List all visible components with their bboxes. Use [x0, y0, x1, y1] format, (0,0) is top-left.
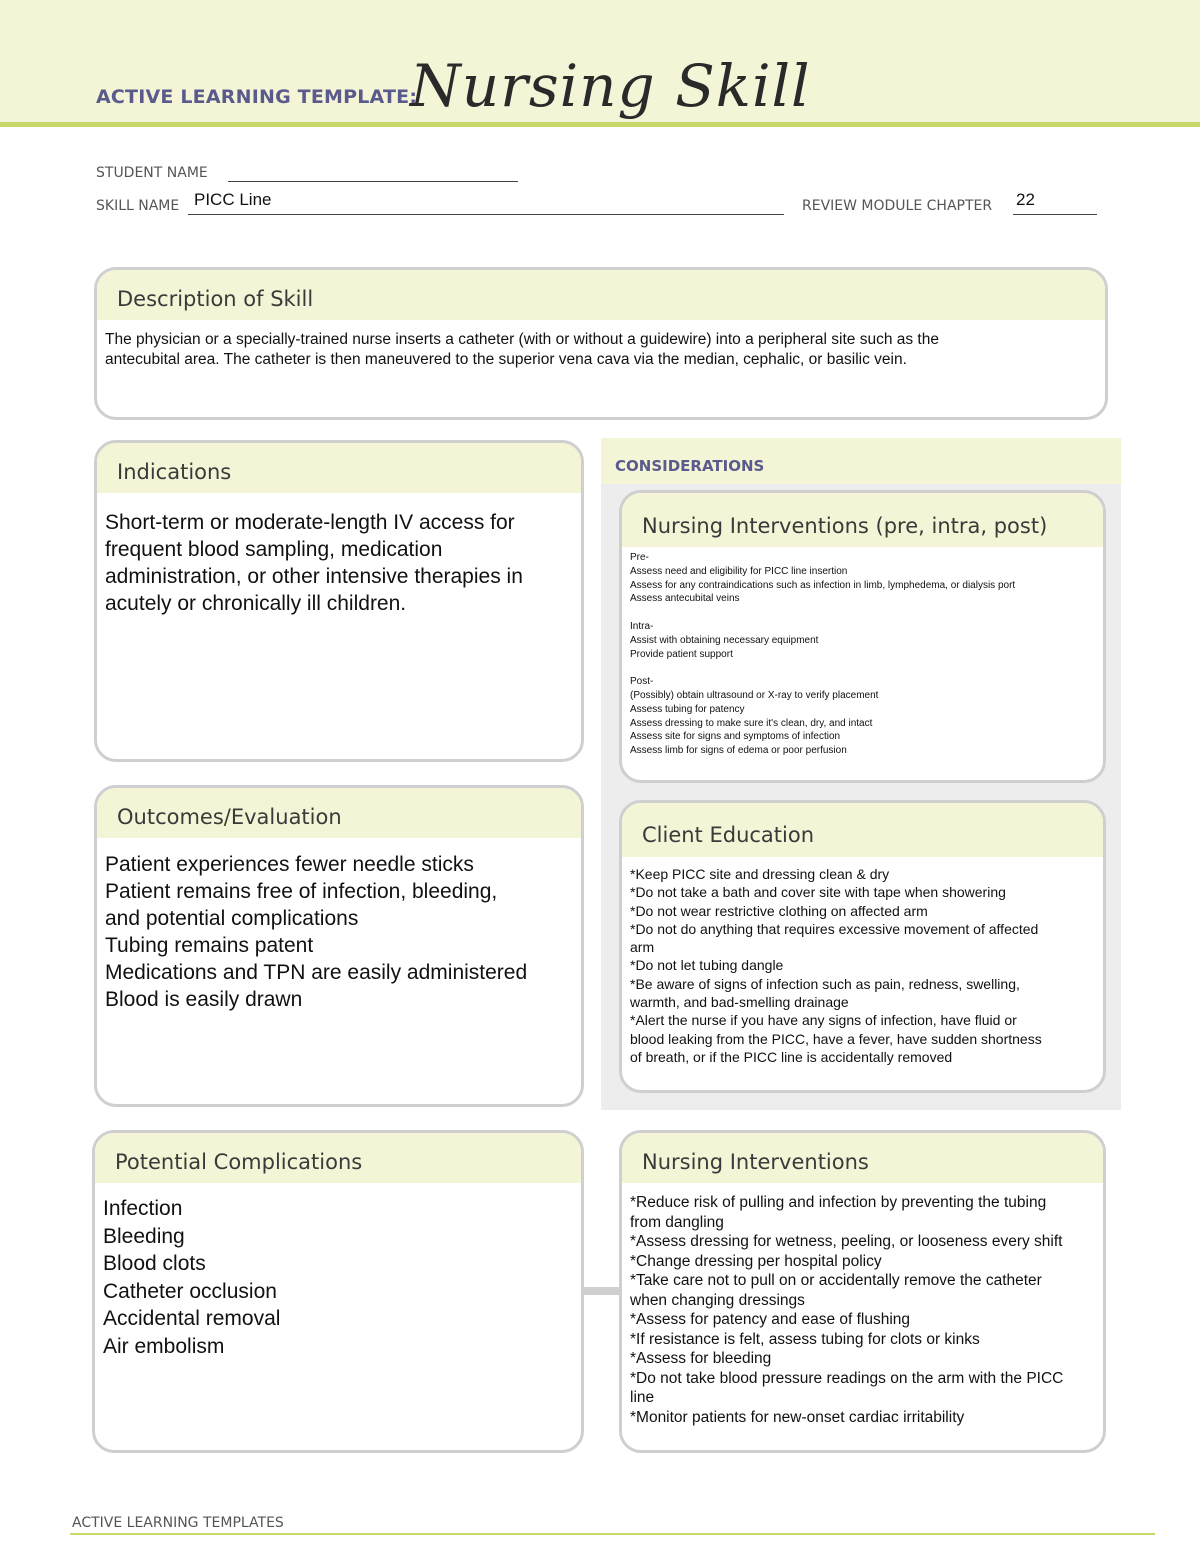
intervention-line: from dangling [630, 1213, 724, 1231]
indications-line: Short-term or moderate-length IV access for [105, 511, 515, 534]
indications-title: Indications [97, 443, 581, 495]
complications-line: Air embolism [103, 1334, 225, 1358]
footer-label: ACTIVE LEARNING TEMPLATES [72, 1515, 284, 1531]
intervention-line: *Assess dressing for wetness, peeling, or looseness every shift [630, 1233, 1063, 1250]
client-education-box [619, 800, 1106, 1093]
skill-name-field[interactable] [188, 214, 784, 215]
indications-line: administration, or other intensive therapies in [105, 565, 523, 588]
indications-line: frequent blood sampling, medication [105, 538, 443, 561]
outcomes-body [97, 840, 581, 1013]
phase-spacer [630, 606, 1095, 620]
phase-line: Post- [630, 676, 654, 688]
skill-name-label: SKILL NAME [96, 198, 180, 214]
student-name-field[interactable] [228, 181, 518, 182]
phase-line: Assess site for signs and symptoms of infection [630, 731, 841, 743]
intervention-line: *Monitor patients for new-onset cardiac irritability [630, 1408, 965, 1426]
considerations-label: CONSIDERATIONS [615, 457, 765, 475]
phase-line: Assess dressing to make sure it's clean, dry, and intact [630, 717, 873, 729]
page-title: Nursing Skill [410, 52, 811, 120]
complications-line: Bleeding [103, 1224, 185, 1248]
review-module-field[interactable] [1013, 214, 1097, 215]
complications-line: Blood clots [103, 1252, 206, 1275]
education-line: blood leaking from the PICC, have a fever, have sudden shortness [630, 1030, 1042, 1047]
nursing-interventions-title: Nursing Interventions [622, 1133, 1103, 1185]
education-line: arm [630, 939, 655, 956]
intervention-line: *Reduce risk of pulling and infection by preventing the tubing [630, 1194, 1047, 1211]
intervention-line: *Change dressing per hospital policy [630, 1252, 882, 1270]
intervention-line: line [630, 1389, 655, 1406]
client-education-title: Client Education [622, 803, 1103, 859]
intervention-line: *Take care not to pull on or accidentally remove the catheter [630, 1272, 1042, 1289]
phase-line: Intra- [630, 620, 654, 632]
connector-bar [583, 1287, 623, 1295]
indications-body [97, 495, 581, 617]
template-label: ACTIVE LEARNING TEMPLATE: [96, 86, 418, 108]
education-line: *Do not take a bath and cover site with tape when showering [630, 884, 1006, 901]
nursing-interventions-phases-box [619, 490, 1106, 783]
education-line: of breath, or if the PICC line is accidentally removed [630, 1048, 953, 1065]
nursing-interventions-body [622, 1185, 1103, 1427]
complications-line: Infection [103, 1197, 183, 1220]
phase-line: Assist with obtaining necessary equipment [630, 634, 819, 646]
intervention-line: when changing dressings [630, 1291, 805, 1309]
phase-line: Provide patient support [630, 648, 733, 660]
phase-line: Assess tubing for patency [630, 703, 745, 715]
education-line: *Do not wear restrictive clothing on affected arm [630, 902, 928, 919]
description-line: The physician or a specially-trained nurse inserts a catheter (with or without a guidewire) into a peripheral site such as the [105, 331, 939, 348]
description-line: antecubital area. The catheter is then maneuvered to the superior vena cava via the median, cephalic, or basilic vein. [105, 351, 907, 368]
phase-spacer [630, 661, 1095, 675]
complications-line: Catheter occlusion [103, 1279, 277, 1303]
indications-line: acutely or chronically ill children. [105, 592, 407, 615]
footer-rule [70, 1533, 1155, 1535]
phase-line: Pre- [630, 552, 649, 563]
indications-box [94, 440, 584, 762]
nursing-interventions-phases-body [622, 549, 1103, 758]
phase-line: Assess need and eligibility for PICC line insertion [630, 565, 848, 577]
complications-title: Potential Complications [95, 1133, 581, 1185]
header-rule [0, 122, 1200, 127]
description-box [94, 267, 1108, 420]
description-body [97, 322, 1105, 370]
education-line: *Do not do anything that requires excessive movement of affected [630, 920, 1039, 937]
outcomes-line: Patient remains free of infection, bleeding, [105, 880, 498, 903]
phase-line: Assess for any contraindications such as infection in limb, lymphedema, or dialysis port [630, 579, 1016, 591]
outcomes-title: Outcomes/Evaluation [97, 788, 581, 840]
intervention-line: *Assess for patency and ease of flushing [630, 1311, 911, 1328]
skill-name-value: PICC Line [194, 190, 272, 209]
outcomes-line: Tubing remains patent [105, 934, 314, 957]
phase-line: Assess limb for signs of edema or poor perfusion [630, 745, 847, 757]
education-line: warmth, and bad-smelling drainage [630, 994, 849, 1011]
outcomes-line: Blood is easily drawn [105, 988, 303, 1011]
complications-box [92, 1130, 584, 1453]
client-education-body [622, 859, 1103, 1066]
nursing-interventions-box [619, 1130, 1106, 1453]
intervention-line: *Assess for bleeding [630, 1350, 772, 1367]
complications-body [95, 1185, 581, 1360]
education-line: *Be aware of signs of infection such as pain, redness, swelling, [630, 975, 1020, 992]
education-line: *Do not let tubing dangle [630, 957, 784, 974]
complications-line: Accidental removal [103, 1307, 281, 1330]
education-line: *Alert the nurse if you have any signs of infection, have fluid or [630, 1012, 1017, 1029]
review-module-value: 22 [1016, 190, 1035, 209]
description-title: Description of Skill [97, 270, 1105, 322]
outcomes-line: and potential complications [105, 907, 359, 930]
education-line: *Keep PICC site and dressing clean & dry [630, 866, 890, 882]
outcomes-line: Medications and TPN are easily administered [105, 961, 528, 984]
nursing-interventions-phases-title: Nursing Interventions (pre, intra, post) [622, 493, 1103, 549]
intervention-line: *Do not take blood pressure readings on the arm with the PICC [630, 1369, 1064, 1387]
phase-line: (Possibly) obtain ultrasound or X-ray to verify placement [630, 689, 879, 701]
intervention-line: *If resistance is felt, assess tubing for clots or kinks [630, 1330, 980, 1348]
review-module-label: REVIEW MODULE CHAPTER [802, 198, 993, 214]
outcomes-line: Patient experiences fewer needle sticks [105, 853, 474, 876]
outcomes-box [94, 785, 584, 1107]
phase-line: Assess antecubital veins [630, 593, 740, 605]
student-name-label: STUDENT NAME [96, 165, 208, 181]
